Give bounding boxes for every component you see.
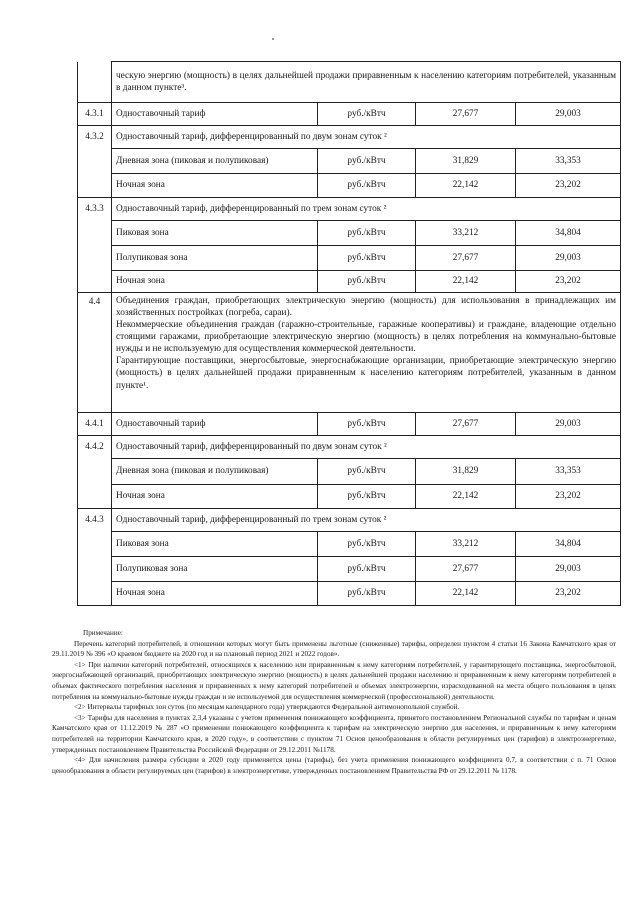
row-number: 4.4.1 (78, 413, 112, 436)
tariff-group-title: Одноставочный тариф, дифференцированный по трем зонам суток ² (112, 509, 621, 532)
category-description (112, 293, 621, 413)
table-row (78, 413, 621, 436)
tariff-value-1: 27,677 (416, 413, 516, 436)
tariff-name: Пиковая зона (112, 221, 318, 246)
tariff-unit: руб./кВтч (318, 271, 416, 293)
table-row (78, 246, 621, 271)
category-paragraph: Объединения граждан, приобретающих электрическую энергию (мощность) для использования в принадлежащих им хозяйственных постройках (погреба, сараи). (116, 296, 617, 319)
tariff-unit: руб./кВтч (318, 413, 416, 436)
tariff-value-2: 34,804 (516, 532, 621, 557)
table-row (78, 532, 621, 557)
tariff-name: Ночная зона (112, 174, 318, 198)
table-row (78, 103, 621, 126)
tariff-value-2: 33,353 (516, 149, 621, 174)
tariff-name: Одноставочный тариф (112, 103, 318, 126)
tariff-name: Одноставочный тариф (112, 413, 318, 436)
tariff-unit: руб./кВтч (318, 485, 416, 509)
tariff-name: Дневная зона (пиковая и полупиковая) (112, 149, 318, 174)
category-paragraph: Некоммерческие объединения граждан (гаражно-строительные, гаражные кооперативы) и граждане, владеющие отдельно стоящими гаражами, приобретающие электрическую энергию (мощность) в целях потребления на коммунально-бытовые нужды и не используемую для осуществления коммерческой деятельности. (116, 320, 617, 355)
tariff-value-1: 31,829 (416, 459, 516, 485)
tariff-value-2: 23,202 (516, 271, 621, 293)
tariff-value-2: 29,003 (516, 246, 621, 271)
tariff-value-1: 27,677 (416, 557, 516, 582)
table-row (78, 557, 621, 582)
category-paragraph: Гарантирующие поставщики, энергосбытовые, энергоснабжающие организации, приобретающие электрическую энергию (мощность) в целях дальнейшей продажи приравненным к населению категориям потребителей, указанным в данном пункте¹. (116, 356, 617, 391)
tariff-value-1: 22,142 (416, 174, 516, 198)
tariff-value-2: 29,003 (516, 103, 621, 126)
tariff-name: Дневная зона (пиковая и полупиковая) (112, 459, 318, 485)
tariff-unit: руб./кВтч (318, 221, 416, 246)
note-paragraph: <2> Интервалы тарифных зон суток (по месяцам календарного года) утверждаются Федеральной антимонопольной службой. (74, 703, 460, 712)
tariff-name: Полупиковая зона (112, 246, 318, 271)
table-row (78, 149, 621, 174)
tariff-unit: руб./кВтч (318, 557, 416, 582)
tariff-group-title: Одноставочный тариф, дифференцированный по трем зонам суток ² (112, 198, 621, 221)
tariff-value-2: 34,804 (516, 221, 621, 246)
tariff-value-2: 29,003 (516, 557, 621, 582)
note-paragraph: <3> Тарифы для населения в пунктах 2,3,4 указаны с учетом применения понижающего коэффициента, принятого постановлением Региональной службы по тарифам и ценам Камчатского края от 11.12.2019 № 287 «О применении понижающего коэффициента к тарифам на электрическую энергию для населения, и приравненным к нему категориям потребителей на территории Камчатского края, в 2020 году», в соответствии с пунктом 71 Основ ценообразования в области регулируемых цен (тарифов) в электроэнергетике, утвержденных постановлением Правительства Российской Федерации от 29.12.2011 №1178. (52, 713, 616, 754)
tariff-value-2: 23,202 (516, 485, 621, 509)
notes-title: Примечание: (83, 629, 123, 637)
row-number: 4.3.3 (78, 198, 112, 221)
tariff-value-2: 23,202 (516, 582, 621, 606)
footnotes (52, 628, 616, 776)
tariff-unit: руб./кВтч (318, 149, 416, 174)
row-number: 4.3.2 (78, 126, 112, 149)
tariff-value-1: 33,212 (416, 221, 516, 246)
tariff-unit: руб./кВтч (318, 532, 416, 557)
tariff-name: Ночная зона (112, 485, 318, 509)
table-row (78, 582, 621, 606)
row-number: 4.4.2 (78, 436, 112, 459)
tariff-table (77, 61, 621, 606)
table-row (78, 293, 621, 413)
tariff-value-1: 27,677 (416, 103, 516, 126)
table-row (78, 221, 621, 246)
tariff-group-title: Одноставочный тариф, дифференцированный по двум зонам суток ² (112, 436, 621, 459)
note-paragraph: <1> При наличии категорий потребителей, относящихся к населению или приравненным к нему категориям потребителей, у гарантирующего поставщика, энергосбытовой, энергоснабжающей организаций, приобретающих электрическую энергию (мощность) в целях дальнейшей продажи населению и приравненным к нему категориям потребителей в объемах фактического потребления населения и приравненных к нему категорий потребителей и объемах электроэнергии, израсходованной на места общего пользования в целях потребления на коммунально-бытовые нужды граждан и не используемой для осуществления коммерческой (профессиональной) деятельности. (52, 660, 616, 701)
table-row (78, 198, 621, 221)
tariff-name: Полупиковая зона (112, 557, 318, 582)
row-description: ческую энергию (мощность) в целях дальнейшей продажи приравненным к населению категориям потребителей, указанным в данном пункте³. (112, 62, 621, 103)
tariff-value-1: 22,142 (416, 271, 516, 293)
tariff-unit: руб./кВтч (318, 582, 416, 606)
scan-speck (272, 38, 274, 40)
table-row (78, 126, 621, 149)
tariff-unit: руб./кВтч (318, 103, 416, 126)
tariff-unit: руб./кВтч (318, 174, 416, 198)
table-row (78, 436, 621, 459)
tariff-value-1: 22,142 (416, 582, 516, 606)
tariff-unit: руб./кВтч (318, 246, 416, 271)
row-number (78, 62, 112, 103)
tariff-value-2: 29,003 (516, 413, 621, 436)
tariff-name: Пиковая зона (112, 532, 318, 557)
tariff-unit: руб./кВтч (318, 459, 416, 485)
note-paragraph: <4> Для начисления размера субсидии в 2020 году применяется цены (тарифы), без учета применения понижающего коэффициента 0,7, в соответствии с п. 71 Основ ценообразования в области регулируемых цен (тарифов) в электроэнергетике, утвержденных постановлением Правительства РФ от 29.12.2011 № 1178. (52, 756, 616, 775)
row-number: 4.3.1 (78, 103, 112, 126)
row-number: 4.4 (78, 293, 112, 413)
tariff-group-title: Одноставочный тариф, дифференцированный по двум зонам суток ² (112, 126, 621, 149)
table-row (78, 459, 621, 485)
row-number: 4.4.3 (78, 509, 112, 532)
table-row (78, 485, 621, 509)
tariff-value-2: 33,353 (516, 459, 621, 485)
note-paragraph: Перечень категорий потребителей, в отношении которых могут быть применены льготные (сниженные) тарифы, определен пунктом 4 статьи 16 Закона Камчатского края от 29.11.2019 № 396 «О краевом бюджете на 2020 год и на плановый период 2021 и 2022 годов». (52, 639, 616, 659)
tariff-value-2: 23,202 (516, 174, 621, 198)
tariff-name: Ночная зона (112, 271, 318, 293)
tariff-value-1: 27,677 (416, 246, 516, 271)
table-row (78, 62, 621, 103)
tariff-value-1: 33,212 (416, 532, 516, 557)
table-row (78, 271, 621, 293)
tariff-name: Ночная зона (112, 582, 318, 606)
tariff-value-1: 31,829 (416, 149, 516, 174)
tariff-value-1: 22,142 (416, 485, 516, 509)
table-row (78, 509, 621, 532)
table-row (78, 174, 621, 198)
